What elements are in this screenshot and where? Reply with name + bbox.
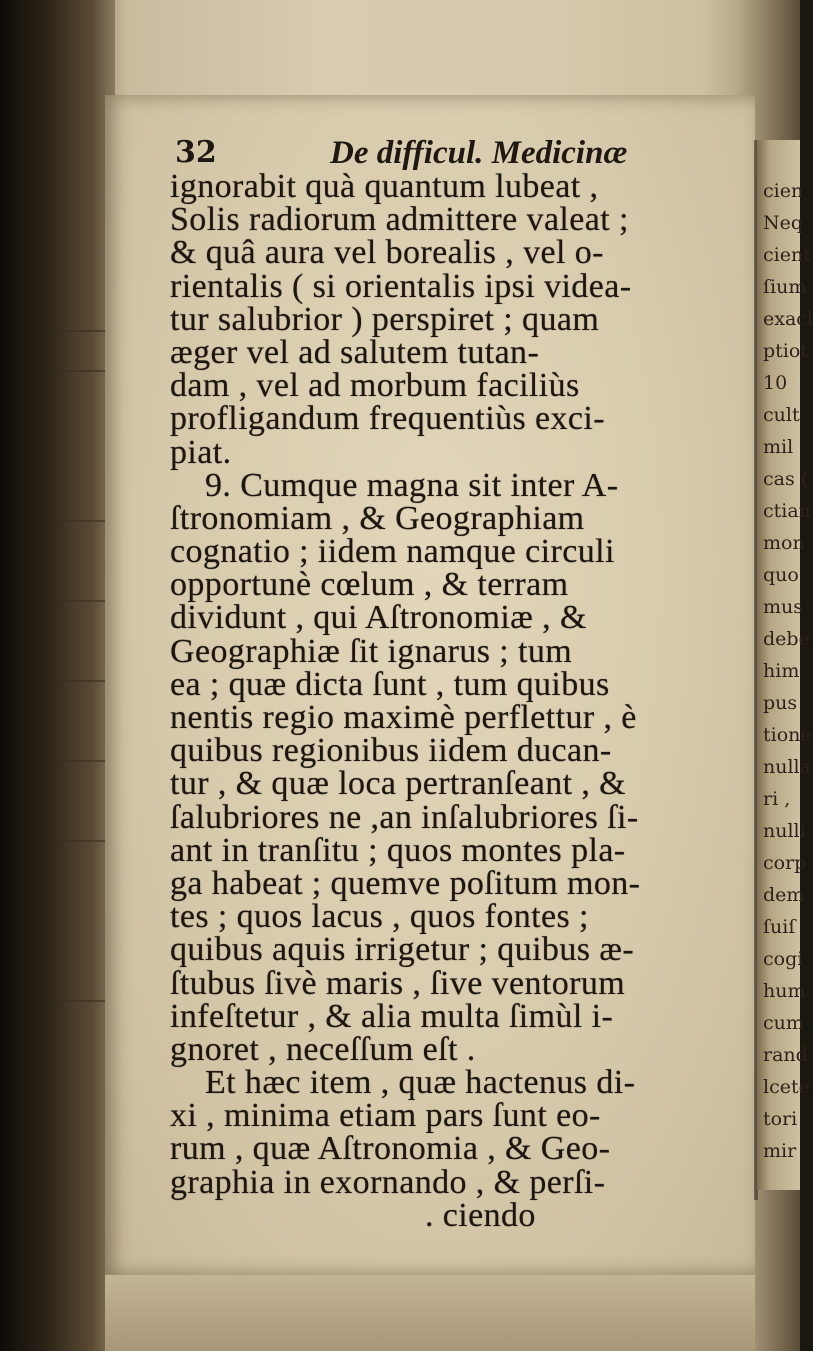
text-line: profligandum frequentiùs exci-: [170, 400, 605, 438]
text-line: tes ; quos lacus , quos fontes ;: [170, 898, 589, 936]
facing-page-fragment: mon: [763, 532, 805, 554]
text-line: xi , minima etiam pars ſunt eo-: [170, 1097, 601, 1135]
text-line: ſalubriores ne ,an inſalubriores ſi-: [170, 798, 639, 836]
facing-page-fragment: cien: [763, 180, 804, 202]
text-line: dam , vel ad morbum faciliùs: [170, 367, 580, 405]
facing-page-fragment: tori: [763, 1108, 798, 1130]
text-line: Solis radiorum admittere valeat ;: [170, 201, 629, 239]
facing-page-fragment: Neq: [763, 212, 804, 234]
facing-page-fragment: quo: [763, 564, 799, 586]
text-line: rientalis ( si orientalis ipsi videa-: [170, 267, 632, 305]
facing-page-fragment: nulla: [763, 756, 811, 778]
facing-page-fragment: cogi: [763, 948, 804, 970]
facing-page-fragment: debe: [763, 628, 810, 650]
text-line: & quâ aura vel borealis , vel o-: [170, 234, 604, 272]
text-line: tur salubrior ) perspiret ; quam: [170, 300, 600, 338]
text-line: rum , quæ Aſtronomia , & Geo-: [170, 1130, 611, 1168]
facing-page-fragment: cas (: [763, 468, 809, 490]
text-line: ga habeat ; quemve poſitum mon-: [170, 864, 641, 902]
text-line: infeſtetur , & alia multa ſimùl i-: [170, 997, 614, 1035]
facing-page-fragment: lcete: [763, 1076, 810, 1098]
text-line: graphia in exornando , & perſi-: [170, 1163, 606, 1201]
catchword-line: . ciendo: [425, 1196, 536, 1234]
text-line: cognatio ; iidem namque circuli: [170, 533, 615, 571]
paragraph-start-line: Et hæc item , quæ hactenus di-: [205, 1064, 636, 1102]
facing-page-fragment: ſium: [763, 276, 807, 298]
page-number: 32: [175, 135, 217, 170]
text-line: æger vel ad salutem tutan-: [170, 333, 540, 371]
text-line: Geographiæ ſit ignarus ; tum: [170, 632, 573, 670]
facing-page-fragment: 10: [763, 372, 788, 394]
facing-page-fragment: ri ,: [763, 788, 791, 810]
text-line: quibus regionibus iidem ducan-: [170, 732, 612, 770]
text-line: quibus aquis irrigetur ; quibus æ-: [170, 931, 635, 969]
text-line: ſtubus ſivè maris , ſive ventorum: [170, 964, 626, 1002]
text-line: ea ; quæ dicta ſunt , tum quibus: [170, 665, 610, 703]
facing-page-fragment: ptiot: [763, 340, 808, 362]
facing-page-fragment: corp: [763, 852, 807, 874]
facing-page-fragment: pus: [763, 692, 798, 714]
facing-page-fragment: exacl: [763, 308, 813, 330]
text-line: dividunt , qui Aſtronomiæ , &: [170, 599, 587, 637]
text-line: ſtronomiam , & Geographiam: [170, 499, 585, 537]
page-body-text: [170, 170, 750, 1232]
text-line: ant in tranſitu ; quos montes pla-: [170, 831, 626, 869]
facing-page-edge: [757, 140, 813, 1190]
text-line: tur , & quæ loca pertranſeant , &: [170, 765, 627, 803]
facing-page-fragment: ctian: [763, 500, 811, 522]
facing-page-fragment: cult: [763, 404, 800, 426]
facing-page-fragment: cum: [763, 1012, 804, 1034]
facing-page-fragment: rand: [763, 1044, 808, 1066]
text-line: nentis regio maximè perflettur , è: [170, 699, 637, 736]
running-title: De difficul. Medicinæ: [330, 135, 628, 171]
text-line: ignorabit quà quantum lubeat ,: [170, 168, 599, 205]
page-bottom-margin: [105, 1275, 755, 1351]
facing-page-fragment: mil: [763, 436, 794, 458]
facing-page-fragment: him: [763, 660, 800, 682]
facing-page-fragment: mir: [763, 1140, 797, 1162]
text-line: gnoret , neceſſum eſt .: [170, 1030, 476, 1068]
facing-page-fragment: tione: [763, 724, 812, 746]
text-line: piat.: [170, 433, 232, 471]
paragraph-start-line: 9. Cumque magna sit inter A-: [205, 466, 619, 504]
facing-page-fragment: dem: [763, 884, 805, 906]
book-binding-edge: [0, 0, 115, 1351]
facing-page-fragment: mus: [763, 596, 804, 618]
facing-page-fragment: ſuiſ: [763, 916, 796, 938]
text-line: opportunè cœlum , & terram: [170, 566, 569, 604]
facing-page-fragment: nulli: [763, 820, 806, 842]
facing-page-fragment: hum: [763, 980, 806, 1002]
facing-page-fragment: cient: [763, 244, 811, 266]
